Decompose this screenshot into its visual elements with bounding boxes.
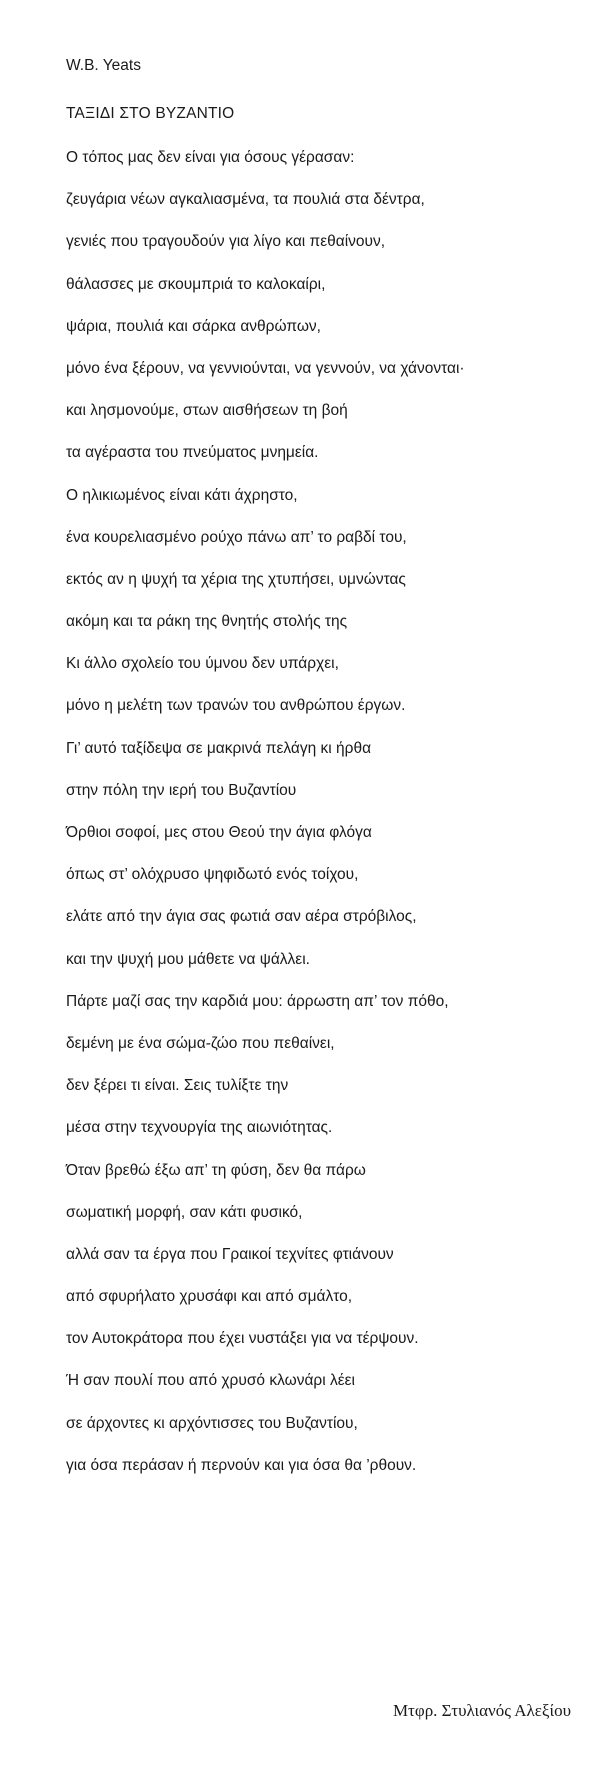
poem-line: σωματική μορφή, σαν κάτι φυσικό,: [66, 1203, 303, 1221]
poem-line: Ο τόπος μας δεν είναι για όσους γέρασαν:: [66, 149, 355, 166]
poem-line: μόνο η μελέτη των τρανών του ανθρώπου έργων.: [66, 697, 406, 715]
poem-line: εκτός αν η ψυχή τα χέρια της χτυπήσει, υμνώντας: [66, 570, 406, 588]
poem-line: δεν ξέρει τι είναι. Σεις τυλίξτε την: [66, 1077, 289, 1095]
poem-line: Κι άλλο σχολείο του ύμνου δεν υπάρχει,: [66, 655, 339, 673]
poem-line: ακόμη και τα ράκη της θνητής στολής της: [66, 613, 348, 631]
poem-line: ζευγάρια νέων αγκαλιασμένα, τα πουλιά στα δέντρα,: [66, 191, 425, 209]
poem-line: αλλά σαν τα έργα που Γραικοί τεχνίτες φτιάνουν: [66, 1245, 394, 1263]
poem-body: [66, 148, 465, 1498]
poem-line: Όταν βρεθώ έξω απ’ τη φύση, δεν θα πάρω: [66, 1161, 366, 1179]
poem-line: όπως στ’ ολόχρυσο ψηφιδωτό ενός τοίχου,: [66, 866, 359, 884]
poem-line: μέσα στην τεχνουργία της αιωνιότητας.: [66, 1119, 333, 1137]
poem-line: τον Αυτοκράτορα που έχει νυστάξει για να τέρψουν.: [66, 1330, 419, 1348]
poem-line: από σφυρήλατο χρυσάφι και από σμάλτο,: [66, 1288, 353, 1306]
poem-line: θάλασσες με σκουμπριά το καλοκαίρι,: [66, 275, 326, 293]
poem-line: μόνο ένα ξέρουν, να γεννιούνται, να γεννούν, να χάνονται·: [66, 359, 465, 377]
poem-line: Γι’ αυτό ταξίδεψα σε μακρινά πελάγη κι ήρθα: [66, 739, 372, 757]
poem-line: ελάτε από την άγια σας φωτιά σαν αέρα στρόβιλος,: [66, 908, 417, 926]
translator-credit: Μτφρ. Στυλιανός Αλεξίου: [392, 1701, 571, 1720]
poem-line: Όρθιοι σοφοί, μες στου Θεού την άγια φλόγα: [66, 824, 372, 841]
poem-line: ένα κουρελιασμένο ρούχο πάνω απ’ το ραβδί του,: [66, 528, 407, 546]
poem-line: Ή σαν πουλί που από χρυσό κλωνάρι λέει: [66, 1372, 355, 1390]
poem-line: και την ψυχή μου μάθετε να ψάλλει.: [66, 950, 310, 968]
poem-line: τα αγέραστα του πνεύματος μνημεία.: [66, 444, 319, 462]
poem-line: δεμένη με ένα σώμα-ζώο που πεθαίνει,: [66, 1034, 335, 1052]
poem-line: Πάρτε μαζί σας την καρδιά μου: άρρωστη απ’ τον πόθο,: [66, 992, 449, 1010]
poem-line: ψάρια, πουλιά και σάρκα ανθρώπων,: [66, 317, 321, 335]
poem-line: σε άρχοντες κι αρχόντισσες του Βυζαντίου,: [66, 1414, 358, 1432]
poem-line: γενιές που τραγουδούν για λίγο και πεθαίνουν,: [66, 233, 386, 251]
poem-line: για όσα περάσαν ή περνούν και για όσα θα ’ρθουν.: [66, 1456, 417, 1474]
poem-line: στην πόλη την ιερή του Βυζαντίου: [66, 781, 297, 799]
poem-line: και λησμονούμε, στων αισθήσεων τη βοή: [66, 402, 348, 420]
poem-title: ΤΑΞΙΔΙ ΣΤΟ ΒΥΖΑΝΤΙΟ: [66, 105, 235, 122]
author-name: W.B. Yeats: [66, 57, 141, 74]
poem-line: Ο ηλικιωμένος είναι κάτι άχρηστο,: [66, 486, 298, 504]
